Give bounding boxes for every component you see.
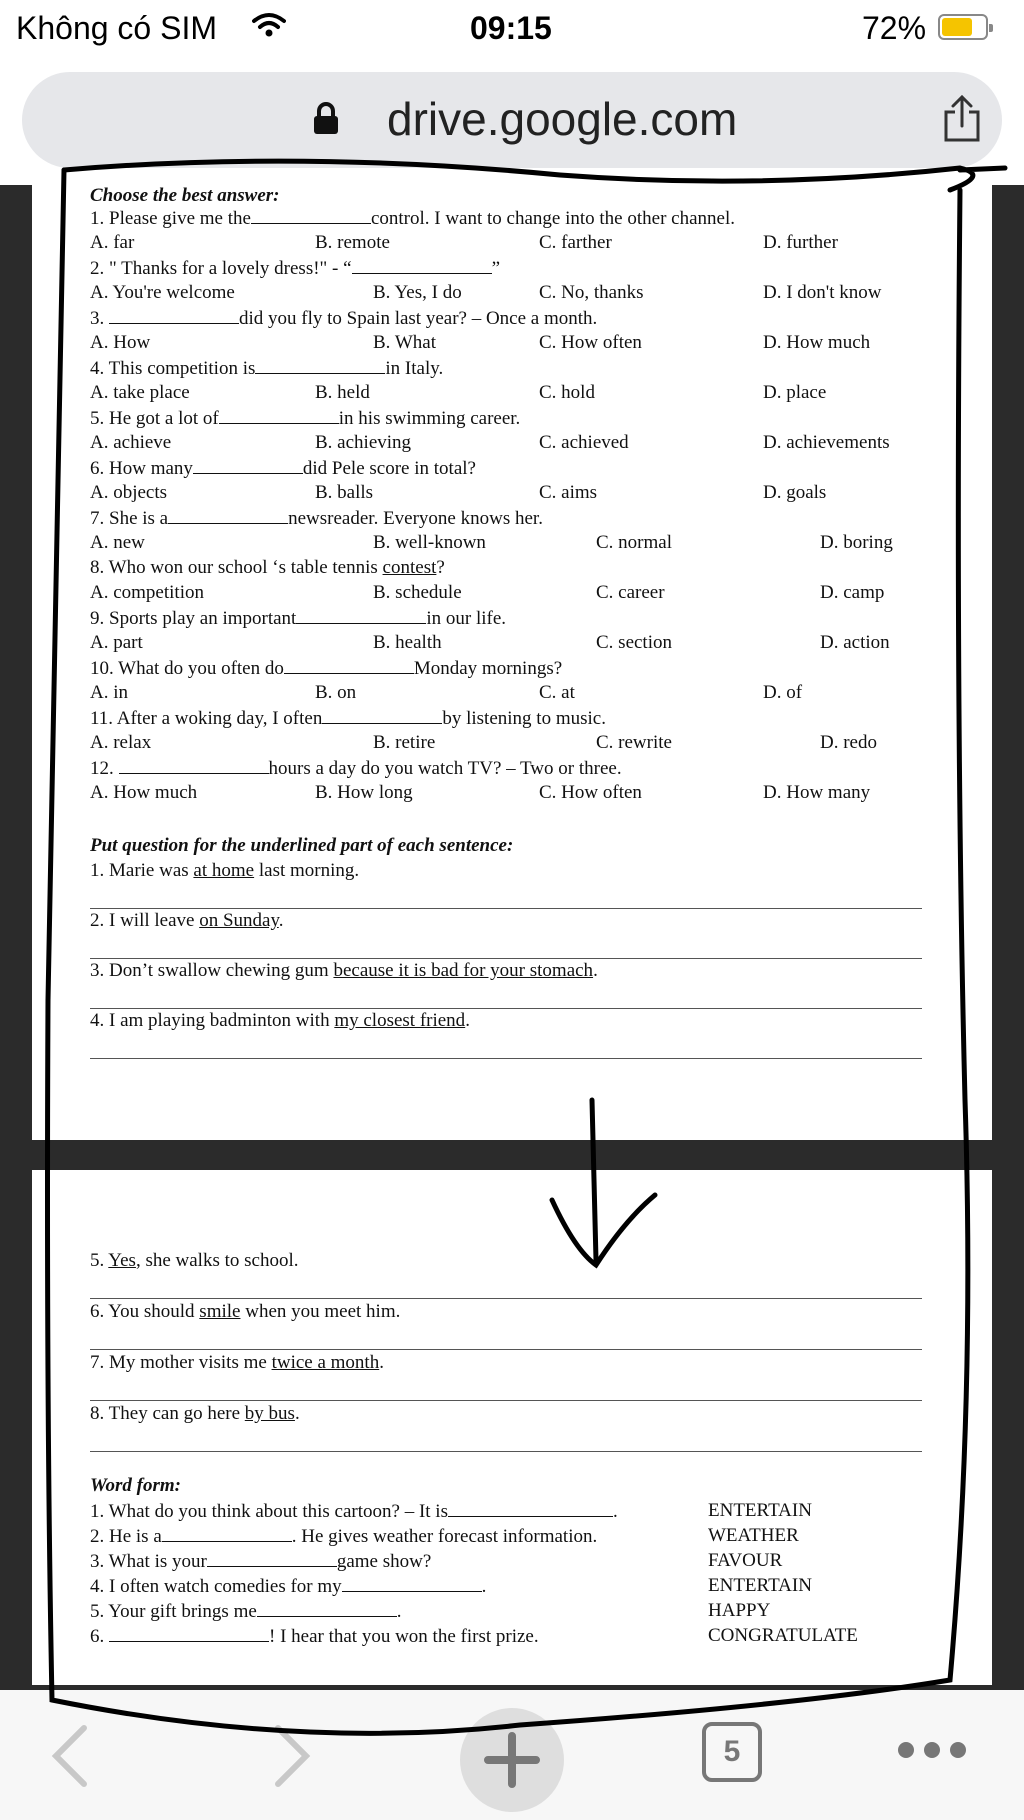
sentence-number: 6. [90, 1301, 105, 1322]
answer-option: B. Yes, I do [373, 282, 462, 303]
sentence-number: 2. [90, 910, 105, 931]
item-text: . [396, 1601, 402, 1622]
answer-option: A. How [90, 332, 151, 353]
question-4 [90, 357, 443, 380]
question-text: ” [491, 258, 501, 279]
answer-option: A. competition [90, 582, 204, 603]
section-heading-questions: Put question for the underlined part of each sentence: [90, 835, 514, 856]
new-tab-button[interactable] [460, 1708, 564, 1812]
answer-option: A. How much [90, 782, 198, 803]
answer-line[interactable] [90, 958, 922, 959]
sentence-text: last morning. [258, 860, 360, 881]
sentence-7 [90, 1352, 384, 1374]
question-text: Who won our school ‘s table tennis [108, 557, 378, 578]
question-text: She is a [109, 508, 169, 529]
item-text: I often watch comedies for my [109, 1576, 342, 1597]
question-number: 7. [90, 508, 105, 529]
answer-blank [162, 1525, 292, 1542]
underlined-part: my closest friend [334, 1010, 466, 1031]
question-number: 11. [90, 708, 114, 729]
answer-option: C. No, thanks [539, 282, 644, 303]
answer-option: D. of [763, 682, 803, 703]
question-2 [90, 257, 500, 280]
sentence-text: They can go here [108, 1403, 241, 1424]
answer-blank [448, 1500, 613, 1517]
answer-option: C. aims [539, 482, 598, 503]
question-8 [90, 557, 445, 579]
sentence-2 [90, 910, 284, 932]
question-text: by listening to music. [442, 708, 606, 729]
sentence-text: . [278, 910, 284, 931]
underlined-part: smile [199, 1301, 241, 1322]
answer-option: C. achieved [539, 432, 629, 453]
answer-blank [109, 307, 239, 324]
answer-option: B. How long [315, 782, 413, 803]
sentence-text: You should [108, 1301, 195, 1322]
answer-option: D. redo [820, 732, 877, 753]
answer-option: D. action [820, 632, 890, 653]
battery-percent: 72% [862, 10, 927, 46]
answer-blank [193, 457, 303, 474]
question-7 [90, 507, 543, 530]
browser-toolbar [0, 1690, 1024, 1820]
answer-option: D. goals [763, 482, 827, 503]
sentence-number: 1. [90, 860, 105, 881]
sentence-3 [90, 960, 598, 982]
underlined-part: twice a month [271, 1352, 380, 1373]
item-number: 1. [90, 1501, 105, 1522]
sentence-number: 5. [90, 1250, 105, 1271]
wordform-item-6 [90, 1625, 539, 1648]
answer-line[interactable] [90, 1058, 922, 1059]
underlined-part: on Sunday [199, 910, 279, 931]
answer-option: B. well-known [373, 532, 486, 553]
tabs-button[interactable]: 5 [702, 1722, 762, 1782]
question-number: 10. [90, 658, 114, 679]
answer-option: C. rewrite [596, 732, 672, 753]
question-number: 9. [90, 608, 105, 629]
item-text: He is a [109, 1526, 162, 1547]
sentence-text: . [593, 960, 598, 981]
forward-icon[interactable] [272, 1724, 312, 1793]
answer-blank [255, 357, 385, 374]
item-text: Your gift brings me [108, 1601, 257, 1622]
question-text: This competition is [108, 358, 256, 379]
sentence-text: Marie was [109, 860, 189, 881]
root-word: HAPPY [708, 1600, 771, 1621]
sentence-text: when you meet him. [245, 1301, 401, 1322]
question-text: Please give me the [109, 208, 251, 229]
answer-option: A. in [90, 682, 128, 703]
wordform-item-1 [90, 1500, 618, 1523]
sentence-text: . [294, 1403, 300, 1424]
answer-blank [119, 757, 269, 774]
answer-option: A. new [90, 532, 145, 553]
answer-blank [342, 1575, 482, 1592]
answer-option: C. hold [539, 382, 595, 403]
wordform-item-4 [90, 1575, 486, 1598]
answer-option: C. section [596, 632, 672, 653]
item-text: . [612, 1501, 618, 1522]
answer-blank [207, 1550, 337, 1567]
question-text: " Thanks for a lovely dress!" - “ [109, 258, 352, 279]
question-text: He got a lot of [109, 408, 219, 429]
question-text: in Italy. [385, 358, 444, 379]
answer-option: D. boring [820, 532, 893, 553]
question-text: How many [109, 458, 193, 479]
question-number: 5. [90, 408, 105, 429]
answer-line[interactable] [90, 1349, 922, 1350]
root-word: ENTERTAIN [708, 1575, 812, 1596]
question-text: did you fly to Spain last year? – Once a month. [239, 308, 598, 329]
answer-option: A. relax [90, 732, 152, 753]
question-number: 6. [90, 458, 105, 479]
answer-option: D. achievements [763, 432, 890, 453]
document-page-2 [32, 1170, 992, 1685]
answer-option: C. farther [539, 232, 612, 253]
question-number: 3. [90, 308, 105, 329]
wordform-item-3 [90, 1550, 431, 1573]
question-text: did Pele score in total? [302, 458, 476, 479]
answer-option: C. career [596, 582, 665, 603]
answer-option: B. schedule [373, 582, 462, 603]
answer-option: B. held [315, 382, 370, 403]
sentence-4 [90, 1010, 470, 1032]
sentence-text: , she walks to school. [135, 1250, 299, 1271]
answer-option: B. health [373, 632, 442, 653]
battery-fill [942, 18, 972, 36]
sentence-number: 8. [90, 1403, 105, 1424]
sentence-text: Don’t swallow chewing gum [109, 960, 329, 981]
answer-line[interactable] [90, 908, 922, 909]
answer-option: B. on [315, 682, 357, 703]
question-text: ? [436, 557, 445, 578]
question-6 [90, 457, 476, 480]
battery-icon [938, 14, 988, 40]
item-number: 4. [90, 1576, 105, 1597]
question-text: What do you often do [118, 658, 284, 679]
question-3 [90, 307, 597, 330]
answer-option: D. I don't know [763, 282, 882, 303]
answer-option: B. achieving [315, 432, 412, 453]
answer-option: D. further [763, 232, 838, 253]
section-heading-wordform: Word form: [90, 1475, 181, 1496]
answer-option: B. remote [315, 232, 390, 253]
item-number: 3. [90, 1551, 105, 1572]
underlined-part: by bus [244, 1403, 295, 1424]
question-number: 8. [90, 557, 105, 578]
url-text[interactable]: drive.google.com [387, 93, 738, 145]
answer-blank [109, 1625, 269, 1642]
underlined-part: Yes [108, 1250, 136, 1271]
question-number: 1. [90, 208, 105, 229]
clock: 09:15 [470, 10, 552, 46]
section-heading-choose: Choose the best answer: [90, 185, 280, 206]
sentence-5 [90, 1250, 299, 1272]
question-text: Monday mornings? [413, 658, 563, 679]
question-5 [90, 407, 520, 430]
sentence-number: 4. [90, 1010, 105, 1031]
answer-option: D. How many [763, 782, 871, 803]
answer-blank [219, 407, 339, 424]
share-icon[interactable] [940, 94, 984, 149]
sentence-text: My mother visits me [109, 1352, 267, 1373]
question-text: in his swimming career. [338, 408, 521, 429]
sentence-number: 7. [90, 1352, 105, 1373]
item-text: game show? [336, 1551, 432, 1572]
answer-option: B. retire [373, 732, 436, 753]
question-text: After a woking day, I often [116, 708, 323, 729]
address-bar[interactable] [22, 72, 1002, 168]
answer-line[interactable] [90, 1298, 922, 1299]
answer-option: C. How often [539, 782, 642, 803]
answer-blank [352, 257, 492, 274]
sentence-8 [90, 1403, 300, 1425]
answer-option: D. place [763, 382, 827, 403]
wordform-item-2 [90, 1525, 597, 1548]
question-9 [90, 607, 506, 630]
wordform-item-5 [90, 1600, 402, 1623]
sentence-6 [90, 1301, 400, 1323]
answer-option: B. What [373, 332, 436, 353]
underlined-part: contest [382, 557, 437, 578]
question-text: hours a day do you watch TV? – Two or three. [268, 758, 622, 779]
underlined-part: because it is bad for your stomach [333, 960, 594, 981]
answer-line[interactable] [90, 1008, 922, 1009]
answer-option: C. normal [596, 532, 672, 553]
item-number: 5. [90, 1601, 105, 1622]
answer-line[interactable] [90, 1451, 922, 1452]
item-text: ! I hear that you won the first prize. [269, 1626, 539, 1647]
item-number: 6. [90, 1626, 105, 1647]
answer-blank [322, 707, 442, 724]
wifi-icon [252, 12, 286, 43]
answer-option: A. take place [90, 382, 190, 403]
carrier-label: Không có SIM [16, 10, 217, 46]
item-number: 2. [90, 1526, 105, 1547]
question-text: control. I want to change into the other channel. [370, 208, 735, 229]
sentence-text: I will leave [109, 910, 195, 931]
plus-icon [460, 1708, 564, 1812]
item-text: . [481, 1576, 487, 1597]
back-icon[interactable] [50, 1724, 90, 1793]
answer-blank [168, 507, 288, 524]
answer-option: B. balls [315, 482, 374, 503]
question-10 [90, 657, 562, 680]
question-text: in our life. [426, 608, 507, 629]
question-number: 12. [90, 758, 114, 779]
question-text: Sports play an important [109, 608, 297, 629]
lock-icon [312, 102, 340, 141]
answer-option: A. far [90, 232, 135, 253]
answer-option: A. You're welcome [90, 282, 235, 303]
more-icon[interactable] [896, 1740, 968, 1765]
answer-option: D. camp [820, 582, 885, 603]
root-word: WEATHER [708, 1525, 799, 1546]
root-word: ENTERTAIN [708, 1500, 812, 1521]
item-text: What is your [108, 1551, 207, 1572]
status-bar [0, 0, 1024, 60]
answer-blank [284, 657, 414, 674]
item-text: What do you think about this cartoon? – It is [108, 1501, 448, 1522]
question-12 [90, 757, 622, 780]
sentence-1 [90, 860, 359, 882]
document-page-1 [32, 185, 992, 1140]
sentence-text: . [465, 1010, 470, 1031]
answer-blank [251, 207, 371, 224]
answer-blank [257, 1600, 397, 1617]
answer-option: C. How often [539, 332, 642, 353]
answer-option: C. at [539, 682, 575, 703]
answer-blank [296, 607, 426, 624]
question-text: newsreader. Everyone knows her. [288, 508, 543, 529]
underlined-part: at home [193, 860, 255, 881]
answer-option: D. How much [763, 332, 871, 353]
answer-option: A. part [90, 632, 143, 653]
sentence-text: I am playing badminton with [109, 1010, 330, 1031]
item-text: . He gives weather forecast information. [291, 1526, 598, 1547]
answer-option: A. objects [90, 482, 168, 503]
question-1 [90, 207, 735, 230]
sentence-text: . [379, 1352, 384, 1373]
sentence-number: 3. [90, 960, 105, 981]
answer-option: A. achieve [90, 432, 172, 453]
question-number: 4. [90, 358, 105, 379]
root-word: CONGRATULATE [708, 1625, 858, 1646]
question-number: 2. [90, 258, 105, 279]
root-word: FAVOUR [708, 1550, 783, 1571]
answer-line[interactable] [90, 1400, 922, 1401]
question-11 [90, 707, 606, 730]
